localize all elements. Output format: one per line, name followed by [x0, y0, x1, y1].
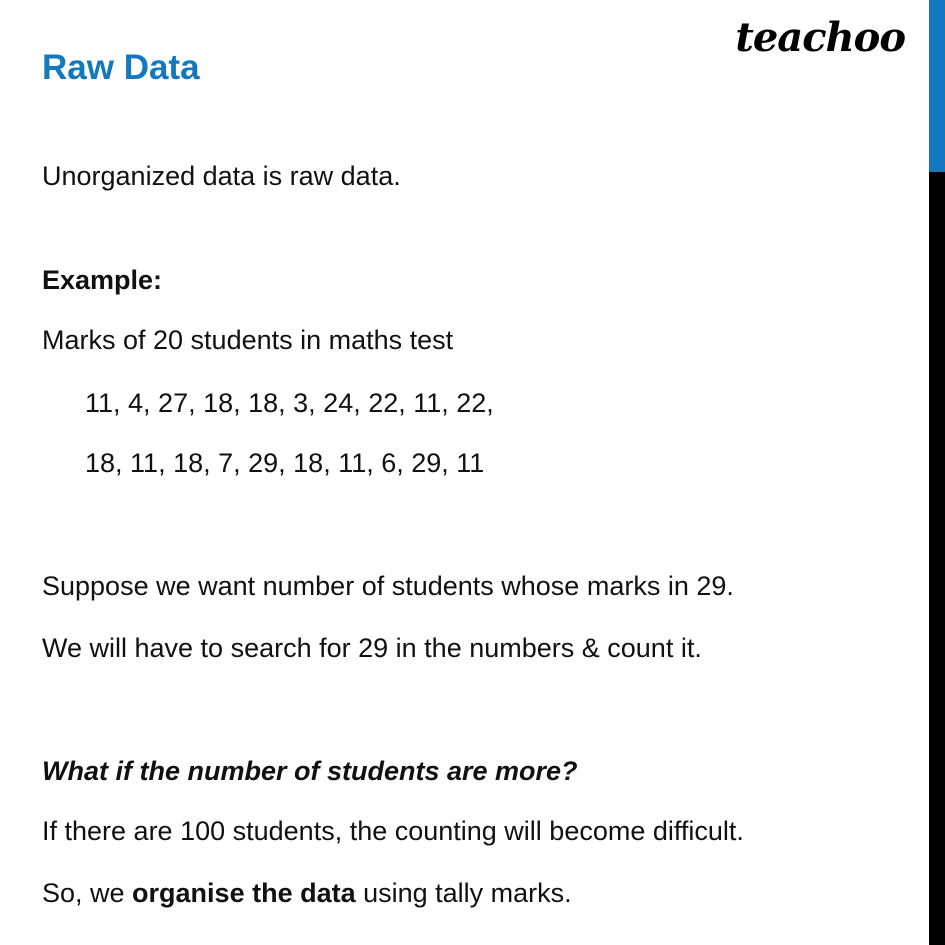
question-text: What if the number of students are more?: [42, 756, 578, 786]
search-text: We will have to search for 29 in the numbers & count it.: [42, 633, 702, 663]
right-accent-bar-black: [929, 172, 945, 945]
conclusion-bold-phrase: organise the data: [132, 878, 356, 908]
page-title: Raw Data: [42, 48, 200, 87]
example-description: Marks of 20 students in maths test: [42, 325, 454, 355]
data-values-line-1: 11, 4, 27, 18, 18, 3, 24, 22, 11, 22,: [85, 388, 494, 418]
conclusion-prefix: So, we: [42, 878, 133, 908]
difficulty-text: If there are 100 students, the counting will become difficult.: [42, 816, 744, 846]
suppose-text: Suppose we want number of students whose marks in 29.: [42, 571, 734, 601]
example-label: Example:: [42, 265, 163, 295]
intro-text: Unorganized data is raw data.: [42, 161, 401, 191]
conclusion-text: [42, 878, 572, 909]
conclusion-suffix: using tally marks.: [355, 878, 572, 908]
data-values-line-2: 18, 11, 18, 7, 29, 18, 11, 6, 29, 11: [85, 448, 485, 478]
brand-logo: teachoo: [735, 14, 905, 61]
right-accent-bar-blue: [929, 0, 945, 172]
